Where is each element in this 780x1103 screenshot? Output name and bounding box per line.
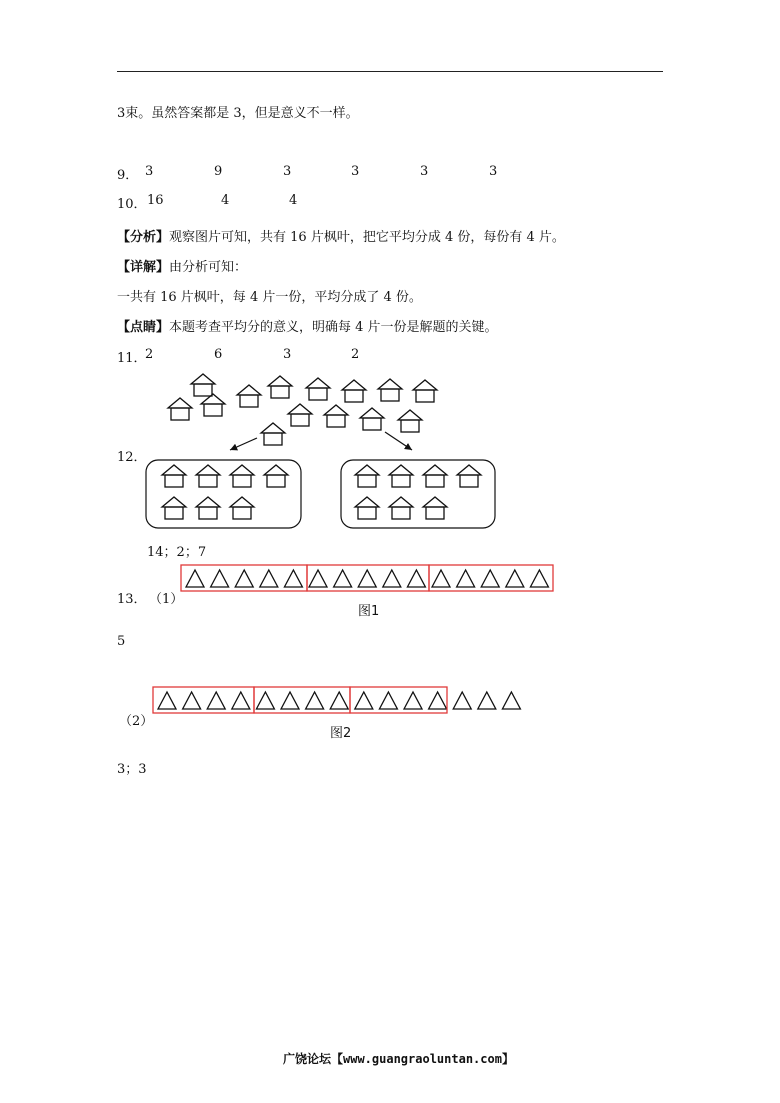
house-icon: [264, 465, 288, 487]
q9-value: 3: [283, 164, 292, 179]
q12-label: 12．: [117, 450, 147, 465]
figure-2: [150, 685, 530, 717]
house-icon: [196, 465, 220, 487]
triangle-icon: [404, 692, 422, 709]
scattered-houses: [168, 374, 437, 445]
house-icon: [191, 374, 215, 396]
house-icon: [324, 405, 348, 427]
left-group-box: [146, 460, 301, 528]
triangle-icon: [502, 692, 520, 709]
comment-tag: 【点睛】: [117, 320, 170, 335]
q10-value: 16: [147, 193, 164, 208]
house-icon: [423, 465, 447, 487]
house-icon: [168, 398, 192, 420]
house-icon: [230, 497, 254, 519]
triangle-icon: [478, 692, 496, 709]
q12-figure: [140, 368, 510, 533]
detail-text: 由分析可知：: [169, 260, 248, 275]
right-arrow: [385, 432, 412, 450]
triangle-icon: [383, 570, 401, 587]
triangle-icon: [232, 692, 250, 709]
q9-value: 9: [214, 164, 223, 179]
triangle-icon: [453, 692, 471, 709]
q9-value: 3: [489, 164, 498, 179]
house-icon: [378, 379, 402, 401]
house-icon: [237, 385, 261, 407]
q11-value: 3: [283, 347, 292, 362]
q11-value: 2: [145, 347, 154, 362]
house-icon: [230, 465, 254, 487]
q9-value: 3: [420, 164, 429, 179]
house-icon: [389, 497, 413, 519]
house-icon: [268, 376, 292, 398]
comment-text: 本题考查平均分的意义，明确每 4 片一份是解题的关键。: [169, 320, 498, 335]
q13-part1-label: （1）: [149, 592, 184, 607]
house-icon: [355, 465, 379, 487]
q11-value: 2: [351, 347, 360, 362]
q10-detail-line: 一共有 16 片枫叶，每 4 片一份，平均分成了 4 份。: [117, 290, 422, 305]
house-icon: [413, 380, 437, 402]
header-rule: [117, 71, 663, 72]
analysis-tag: 【分析】: [117, 230, 170, 245]
left-group-houses: [162, 465, 288, 519]
q10-analysis: [117, 226, 565, 245]
triangle-icon: [186, 570, 204, 587]
house-icon: [162, 465, 186, 487]
q13-part1-answer: 5: [117, 634, 126, 649]
q9-value: 3: [145, 164, 154, 179]
right-group-houses: [355, 465, 481, 519]
triangle-icon: [309, 570, 327, 587]
q11-label: 11．: [117, 351, 147, 366]
house-icon: [389, 465, 413, 487]
triangle-icon: [256, 692, 274, 709]
left-arrow: [230, 438, 257, 450]
triangle-icon: [334, 570, 352, 587]
q10-label: 10．: [117, 197, 147, 212]
triangle-icon: [306, 692, 324, 709]
triangle-icon: [183, 692, 201, 709]
house-icon: [360, 408, 384, 430]
detail-tag: 【详解】: [117, 260, 170, 275]
house-icon: [457, 465, 481, 487]
q10-detail: [117, 256, 247, 275]
q12-answer: 14；2；7: [147, 545, 207, 560]
fig2-caption: 图2: [330, 726, 352, 741]
right-group-box: [341, 460, 495, 528]
house-icon: [288, 404, 312, 426]
triangle-icon: [457, 570, 475, 587]
analysis-text: 观察图片可知，共有 16 片枫叶，把它平均分成 4 份，每份有 4 片。: [169, 230, 565, 245]
fig1-caption: 图1: [358, 604, 380, 619]
house-icon: [306, 378, 330, 400]
q13-part2-label: （2）: [119, 714, 154, 729]
house-icon: [162, 497, 186, 519]
triangle-icon: [355, 692, 373, 709]
q13-part2-answer: 3；3: [117, 762, 147, 777]
triangle-icon: [284, 570, 302, 587]
triangle-icon: [429, 692, 447, 709]
house-icon: [196, 497, 220, 519]
house-icon: [423, 497, 447, 519]
q10-comment: [117, 316, 498, 335]
triangle-icon: [379, 692, 397, 709]
triangle-icon: [530, 570, 548, 587]
q9-value: 3: [351, 164, 360, 179]
triangle-icon: [432, 570, 450, 587]
q10-value: 4: [221, 193, 230, 208]
triangle-icon: [260, 570, 278, 587]
q11-value: 6: [214, 347, 223, 362]
triangle-icon: [281, 692, 299, 709]
triangle-icon: [158, 692, 176, 709]
figure-1: [178, 563, 558, 595]
triangle-icon: [330, 692, 348, 709]
q13-label: 13．: [117, 592, 147, 607]
q10-value: 4: [289, 193, 298, 208]
house-icon: [355, 497, 379, 519]
triangle-icon: [358, 570, 376, 587]
triangle-icon: [207, 692, 225, 709]
house-icon: [398, 410, 422, 432]
house-icon: [201, 394, 225, 416]
q9-label: 9．: [117, 168, 139, 183]
triangle-icon: [481, 570, 499, 587]
triangle-icon: [506, 570, 524, 587]
triangle-icon: [407, 570, 425, 587]
house-icon: [261, 423, 285, 445]
intro-line: 3束。虽然答案都是 3，但是意义不一样。: [117, 106, 359, 121]
triangle-icon: [211, 570, 229, 587]
house-icon: [342, 380, 366, 402]
triangle-icon: [235, 570, 253, 587]
footer-site: 广饶论坛【www.guangraoluntan.com】: [283, 1052, 514, 1066]
